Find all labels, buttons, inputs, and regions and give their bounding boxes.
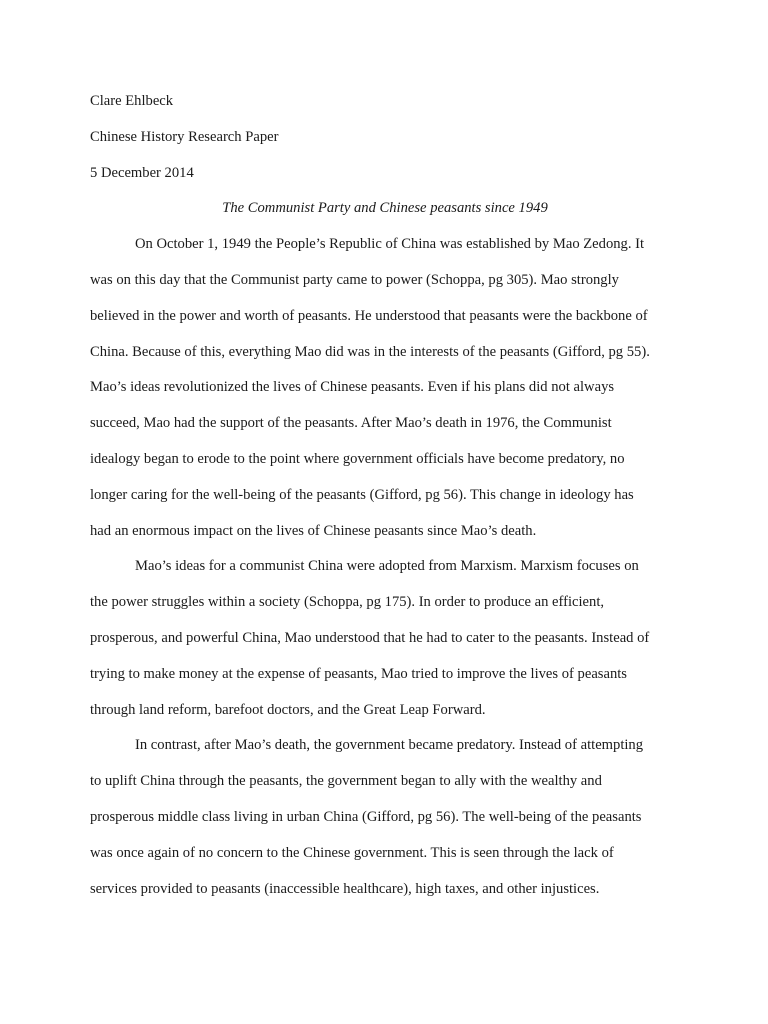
paper-date: 5 December 2014 [90, 164, 194, 181]
paragraph-line: idealogy began to erode to the point where government officials have become predatory, no [90, 450, 625, 467]
paragraph-2 [90, 549, 680, 728]
paragraph-line: In contrast, after Mao’s death, the government became predatory. Instead of attempting [135, 737, 644, 754]
paragraph-line: to uplift China through the peasants, the government began to ally with the wealthy and [90, 773, 602, 790]
paragraph-line: believed in the power and worth of peasants. He understood that peasants were the backbone of [90, 307, 648, 324]
paragraph-line: longer caring for the well-being of the peasants (Gifford, pg 56). This change in ideology has [90, 486, 634, 503]
paragraph-line: the power struggles within a society (Schoppa, pg 175). In order to produce an efficient, [90, 594, 605, 611]
paragraph-line: services provided to peasants (inaccessible healthcare), high taxes, and other injustices. [90, 880, 600, 897]
paragraph-line: had an enormous impact on the lives of Chinese peasants since Mao’s death. [90, 522, 537, 539]
paragraph-3 [90, 728, 680, 907]
paragraph-line: trying to make money at the expense of peasants, Mao tried to improve the lives of peasants [90, 665, 627, 682]
document-body [90, 84, 680, 907]
paragraph-line: Mao’s ideas for a communist China were adopted from Marxism. Marxism focuses on [135, 558, 639, 575]
paragraph-line: prosperous, and powerful China, Mao understood that he had to cater to the peasants. Instead of [90, 629, 650, 646]
paragraph-line: On October 1, 1949 the People’s Republic of China was established by Mao Zedong. It [135, 236, 645, 253]
paragraph-1 [90, 227, 680, 549]
paragraph-line: Mao’s ideas revolutionized the lives of Chinese peasants. Even if his plans did not always [90, 379, 615, 396]
paragraph-line: succeed, Mao had the support of the peasants. After Mao’s death in 1976, the Communist [90, 415, 612, 432]
course-name: Chinese History Research Paper [90, 128, 279, 145]
paper-title: The Communist Party and Chinese peasants since 1949 [222, 200, 548, 217]
paragraph-line: through land reform, barefoot doctors, and the Great Leap Forward. [90, 701, 486, 718]
paragraph-line: prosperous middle class living in urban China (Gifford, pg 56). The well-being of the peasants [90, 808, 642, 825]
paragraph-line: China. Because of this, everything Mao did was in the interests of the peasants (Gifford, pg 55). [90, 343, 650, 360]
author-name: Clare Ehlbeck [90, 93, 174, 109]
paragraph-line: was on this day that the Communist party came to power (Schoppa, pg 305). Mao strongly [90, 271, 619, 288]
paragraph-line: was once again of no concern to the Chinese government. This is seen through the lack of [90, 844, 614, 861]
